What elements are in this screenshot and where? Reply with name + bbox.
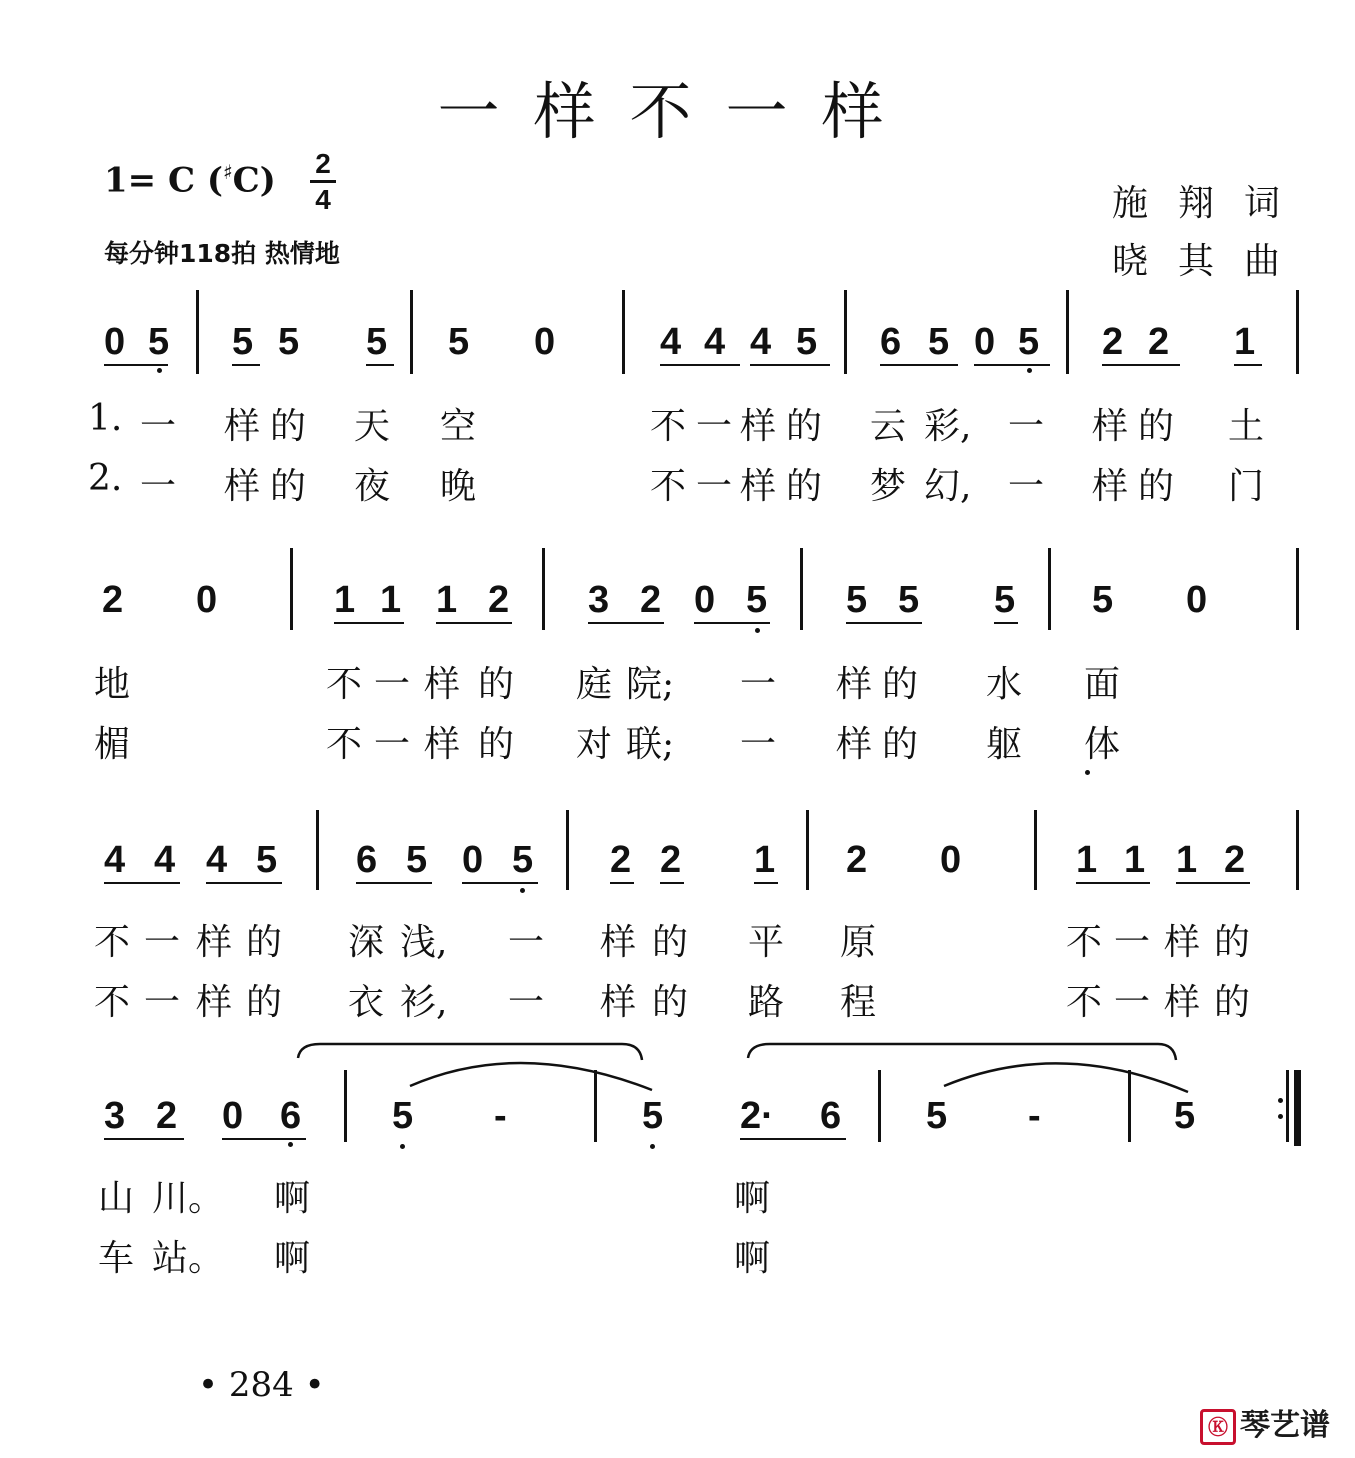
- note: 2: [102, 579, 124, 621]
- lyric-syllable: 一: [140, 466, 177, 507]
- note: -: [1028, 1095, 1041, 1137]
- note: 1: [334, 579, 356, 621]
- note: 5: [256, 839, 278, 881]
- slur-arc: [410, 1063, 652, 1090]
- note: 5: [1092, 579, 1114, 621]
- note: 5: [746, 579, 768, 621]
- note: 0: [534, 321, 556, 363]
- lyric-syllable: 对: [576, 724, 613, 765]
- lyric-syllable: 一: [374, 664, 411, 705]
- lyric-syllable: 样: [424, 724, 461, 765]
- lyric-syllable: 样: [600, 922, 637, 963]
- note: 6: [356, 839, 378, 881]
- note: 2: [640, 579, 662, 621]
- lyric-syllable: 样: [1164, 982, 1201, 1023]
- lyric-syllable: 的: [270, 466, 307, 507]
- lyric-syllable: 样: [836, 724, 873, 765]
- note: 2: [1224, 839, 1246, 881]
- lyric-syllable: 院;: [626, 664, 675, 705]
- lyric-syllable: 一: [140, 406, 177, 447]
- note: 4: [104, 839, 126, 881]
- lyric-syllable: 一: [1008, 406, 1045, 447]
- lyric-syllable: 程: [840, 982, 877, 1023]
- note: 5: [278, 321, 300, 363]
- lyric-syllable: 的: [246, 922, 283, 963]
- lyric-syllable: 面: [1084, 664, 1121, 705]
- watermark-text: 琴艺谱: [1240, 1408, 1330, 1443]
- slur-arc: [944, 1063, 1188, 1092]
- note: 4: [750, 321, 772, 363]
- lyric-syllable: 平: [748, 922, 785, 963]
- note: 1: [436, 579, 458, 621]
- note: 3: [104, 1095, 126, 1137]
- lyric-syllable: 2.: [88, 458, 123, 499]
- note: 2: [610, 839, 632, 881]
- lyric-syllable: 晚: [440, 466, 477, 507]
- song-title: 一样不一样: [437, 75, 918, 148]
- lyric-syllable: 幻,: [924, 466, 972, 507]
- lyric-syllable: 夜: [354, 466, 391, 507]
- note: 5: [796, 321, 818, 363]
- lyric-syllable: 的: [882, 724, 919, 765]
- lyric-syllable: 的: [478, 724, 515, 765]
- note: 5: [512, 839, 534, 881]
- note: 1: [1076, 839, 1098, 881]
- lyric-syllable: 梦: [870, 466, 907, 507]
- lyric-syllable: 样: [224, 406, 261, 447]
- lyric-syllable: 一: [374, 724, 411, 765]
- lyric-syllable: 的: [786, 406, 823, 447]
- lyric-syllable: 云: [870, 406, 907, 447]
- lyric-syllable: 衫,: [400, 982, 448, 1023]
- lyric-syllable: 一: [508, 922, 545, 963]
- note: 5: [994, 579, 1016, 621]
- lyric-syllable: 的: [478, 664, 515, 705]
- lyric-syllable: 浅,: [400, 922, 448, 963]
- lyric-syllable: 样: [1092, 466, 1129, 507]
- lyric-syllable: 彩,: [924, 406, 972, 447]
- lyric-syllable: 样: [1092, 406, 1129, 447]
- tempo-marking: 每分钟118拍 热情地: [104, 239, 340, 268]
- lyric-syllable: 的: [652, 982, 689, 1023]
- note: 1: [1234, 321, 1256, 363]
- lyric-syllable: 不: [650, 466, 687, 507]
- lyric-syllable: 的: [882, 664, 919, 705]
- note: 0: [196, 579, 218, 621]
- lyric-syllable: 川。: [152, 1178, 225, 1219]
- sharp-symbol: ♯: [222, 160, 233, 184]
- note: 5: [928, 321, 950, 363]
- lyric-syllable: 深: [348, 922, 385, 963]
- key-prefix: 1= C (: [104, 160, 223, 201]
- note: 0: [1186, 579, 1208, 621]
- time-signature-top: 2: [315, 148, 331, 179]
- lyric-syllable: 联;: [626, 724, 675, 765]
- lyric-syllable: 一: [740, 724, 777, 765]
- lyric-syllable: 啊: [734, 1238, 771, 1279]
- note: 2: [846, 839, 868, 881]
- lyric-syllable: 不: [650, 406, 687, 447]
- lyric-syllable: 一: [508, 982, 545, 1023]
- lyric-syllable: 的: [1138, 466, 1175, 507]
- note: 5: [232, 321, 254, 363]
- lyric-syllable: 啊: [734, 1178, 771, 1219]
- slur-arc: [298, 1044, 642, 1060]
- lyric-syllable: 站。: [152, 1238, 225, 1279]
- note: 1: [754, 839, 776, 881]
- note: 2: [1102, 321, 1124, 363]
- note: 6: [820, 1095, 842, 1137]
- key-suffix: C): [232, 160, 276, 201]
- lyric-syllable: 衣: [348, 982, 385, 1023]
- note: 1: [1176, 839, 1198, 881]
- lyric-syllable: 不: [94, 982, 131, 1023]
- note: 2: [660, 839, 682, 881]
- lyric-syllable: 的: [786, 466, 823, 507]
- note: 0: [222, 1095, 244, 1137]
- note: 5: [392, 1095, 414, 1137]
- lyric-syllable: 一: [696, 406, 733, 447]
- lyric-syllable: 体: [1084, 724, 1121, 765]
- lyric-syllable: 1.: [88, 398, 123, 439]
- lyric-syllable: 样: [836, 664, 873, 705]
- lyric-syllable: 的: [1214, 982, 1251, 1023]
- note: 5: [1018, 321, 1040, 363]
- note: 5: [406, 839, 428, 881]
- lyric-syllable: 不: [326, 724, 363, 765]
- note: 5: [642, 1095, 664, 1137]
- lyric-syllable: 门: [1228, 466, 1265, 507]
- lyric-syllable: 样: [424, 664, 461, 705]
- lyric-syllable: 车: [98, 1238, 135, 1279]
- note: 4: [660, 321, 682, 363]
- lyric-syllable: 样: [196, 922, 233, 963]
- note: 0: [974, 321, 996, 363]
- note: 5: [898, 579, 920, 621]
- note: 2: [156, 1095, 178, 1137]
- lyric-syllable: 天: [354, 406, 391, 447]
- lyric-syllable: 的: [652, 922, 689, 963]
- note: 1: [380, 579, 402, 621]
- note: 5: [1174, 1095, 1196, 1137]
- note: 5: [448, 321, 470, 363]
- time-signature-bottom: 4: [315, 184, 331, 215]
- lyric-syllable: 啊: [274, 1238, 311, 1279]
- note: 0: [694, 579, 716, 621]
- lyric-syllable: 躯: [986, 724, 1023, 765]
- note: 5: [148, 321, 170, 363]
- note: 0: [940, 839, 962, 881]
- lyric-syllable: 样: [740, 406, 777, 447]
- lyric-syllable: 的: [270, 406, 307, 447]
- lyric-syllable: 样: [196, 982, 233, 1023]
- slur-arc: [748, 1044, 1176, 1060]
- lyric-syllable: 一: [1114, 982, 1151, 1023]
- lyric-syllable: 土: [1228, 406, 1265, 447]
- note: 0: [462, 839, 484, 881]
- watermark-logo: [1200, 1400, 1330, 1445]
- lyric-syllable: 楣: [94, 724, 131, 765]
- lyric-syllable: 水: [986, 664, 1023, 705]
- note: 0: [104, 321, 126, 363]
- watermark-mark: Ⓚ: [1200, 1409, 1236, 1445]
- lyric-syllable: 不: [94, 922, 131, 963]
- lyricist-credit: 施翔词: [1112, 183, 1311, 224]
- lyric-syllable: 样: [600, 982, 637, 1023]
- lyric-syllable: 的: [1214, 922, 1251, 963]
- lyric-syllable: 地: [94, 664, 131, 705]
- note: 4: [704, 321, 726, 363]
- note: 4: [206, 839, 228, 881]
- lyric-syllable: 路: [748, 982, 785, 1023]
- lyric-syllable: 一: [1114, 922, 1151, 963]
- note: 5: [366, 321, 388, 363]
- lyric-syllable: 山: [98, 1178, 135, 1219]
- lyric-syllable: 一: [1008, 466, 1045, 507]
- lyric-syllable: 样: [224, 466, 261, 507]
- lyric-syllable: 庭: [576, 664, 613, 705]
- lyric-syllable: 一: [144, 982, 181, 1023]
- lyric-syllable: 啊: [274, 1178, 311, 1219]
- lyric-syllable: 不: [1066, 922, 1103, 963]
- lyric-syllable: 样: [1164, 922, 1201, 963]
- note: 6: [280, 1095, 302, 1137]
- note: -: [494, 1095, 507, 1137]
- page-number: • 284 •: [198, 1365, 325, 1405]
- lyric-syllable: 不: [326, 664, 363, 705]
- note: 5: [846, 579, 868, 621]
- note: 1: [1124, 839, 1146, 881]
- lyric-syllable: 的: [1138, 406, 1175, 447]
- lyric-syllable: 一: [144, 922, 181, 963]
- note: 5: [926, 1095, 948, 1137]
- lyric-syllable: 原: [840, 922, 877, 963]
- lyric-syllable: 样: [740, 466, 777, 507]
- lyric-syllable: 不: [1066, 982, 1103, 1023]
- note: 2: [488, 579, 510, 621]
- note: 4: [154, 839, 176, 881]
- lyric-syllable: 空: [440, 406, 477, 447]
- lyric-syllable: 一: [740, 664, 777, 705]
- note: 2: [1148, 321, 1170, 363]
- composer-credit: 晓其曲: [1112, 241, 1311, 282]
- note: 2·: [740, 1095, 774, 1137]
- note: 6: [880, 321, 902, 363]
- lyric-syllable: 一: [696, 466, 733, 507]
- lyric-syllable: 的: [246, 982, 283, 1023]
- note: 3: [588, 579, 610, 621]
